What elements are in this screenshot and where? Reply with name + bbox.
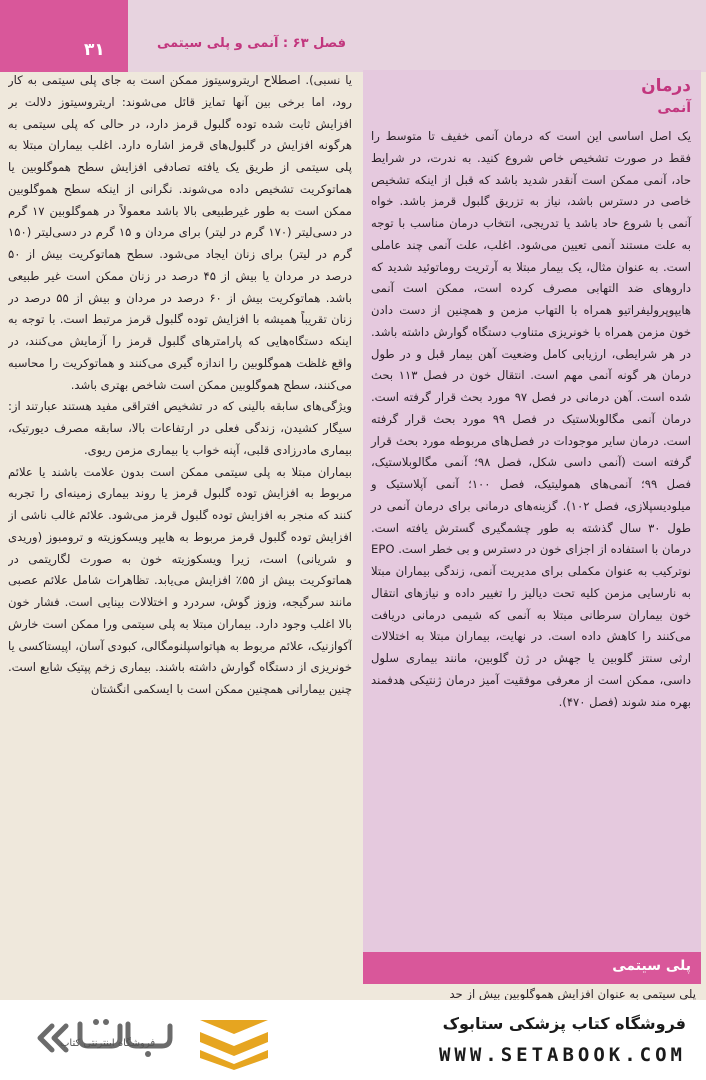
page-number-box — [0, 0, 128, 72]
polycythemia-body: پلی سیتمی به عنوان افزایش هموگلوبین بیش از حد — [449, 987, 696, 1000]
polycythemia-title: پلی سیتمی — [612, 958, 691, 974]
treatment-panel — [363, 70, 701, 952]
left-column — [8, 70, 352, 1000]
treatment-body: یک اصل اساسی این است که درمان آنمی خفیف تا متوسط را فقط در صورت تشخیص خاص شروع کنید. به ندرت، در شرایط حاد، آنمی ممکن است آنقدر شدید باشد که قبل از اینکه تشخیص خاصی در دسترس باشد، نیاز به تزریق گلبول قرمز باشد. خواه آنمی با شروع حاد باشد یا تدریجی، انتخاب درمان مناسب با توجه به علت مستند آنمی تعیین می‌شود. اغلب، علت آنمی چند عاملی است. به عنوان مثال، یک بیمار مبتلا به آرتریت روماتوئید شدید که داروهای ضد التهابی مصرف کرده است، ممکن است آنمی هایپوپرولیفراتیو همراه با التهاب مزمن و همچنین از دست دادن خون مزمن همراه با خونریزی متناوب دستگاه گوارش داشته باشد. در هر شرایطی، ارزیابی کامل وضعیت آهن بیمار قبل و در طول درمان هر گونه آنمی مهم است. انتقال خون در فصل ۱۱۳ بحث شده است. آهن درمانی در فصل ۹۷ مورد بحث قرار گرفته است. درمان آنمی مگالوبلاستیک در فصل ۹۹ مورد بحث قرار گرفته است. درمان سایر موجودات در فصل‌های مربوطه مورد بحث قرار گرفته است (آنمی داسی شکل، فصل ۹۸؛ آنمی مگالوبلاستیک، فصل ۹۹؛ آنمی‌های همولیتیک، فصل ۱۰۰؛ آنمی آپلاستیک و میلودیسپلازی، فصل ۱۰۲). گزینه‌های درمانی برای درمان آنمی در طول ۳۰ سال گذشته به طور چشمگیری گسترش یافته است. درمان با استفاده از اجزای خون در دسترس و بی خطر است. EPO نوترکیب به عنوان مکملی برای مدیریت آنمی، زندگی بیماران مبتلا به نارسایی مزمن کلیه تحت دیالیز را تغییر داده و نیازهای انتقال خون بیماران سرطانی مبتلا به آنمی که شیمی درمانی دریافت می‌کنند را کاهش داده است. در نهایت، بیماران مبتلا به اختلالات ارثی سنتز گلوبین یا جهش در ژن گلوبین، مانند بیماری سلول داسی، ممکن است از معرفی موفقیت آمیز درمان ژنتیکی هدفمند بهره مند شوند (فصل ۴۷۰). — [371, 129, 692, 709]
paragraph-1: یا نسبی). اصطلاح اریتروسیتوز ممکن است به جای پلی سیتمی به کار رود، اما برخی بین آنها تمایز قائل می‌شوند: اریتروسیتوز دلالت بر افزایش ثابت شده توده گلبول قرمز دارد، در حالی که پلی سیتمی به هرگونه افزایش در گلبول‌های قرمز اشاره دارد. اغلب بیماران مبتلا به پلی سیتمی از طریق یک یافته تصادفی افزایش سطح هموگلوبین یا هماتوکریت تشخیص داده می‌شوند. نگرانی از اینکه سطح هموگلوبین ممکن است به طور غیرطبیعی بالا باشد معمولاً در هموگلوبین ۱۷ گرم در دسی‌لیتر (۱۷۰ گرم در لیتر) برای مردان و ۱۵ گرم در دسی‌لیتر (۱۵۰ گرم در لیتر) برای زنان ایجاد می‌شود. سطح هماتوکریت بیش از ۵۰ درصد در مردان یا بیش از ۴۵ درصد در زنان ممکن است غیر طبیعی باشد. هماتوکریت بیش از ۶۰ درصد در مردان و بیش از ۵۵ درصد در زنان تقریباً همیشه با افزایش توده گلبول قرمز مرتبط است. با توجه به اینکه دستگاه‌هایی که پارامترهای گلبول قرمز را آزمایش می‌کنند، در واقع غلظت هموگلوبین را اندازه گیری می‌کنند و هماتوکریت را محاسبه می‌کنند، سطح هموگلوبین ممکن است شاخص بهتری باشد. — [8, 73, 352, 392]
page-header — [0, 0, 706, 72]
logo-subtitle: فروشگاه اینترنتی کتاب — [60, 1038, 156, 1049]
subsection-title: آنمی — [657, 100, 691, 116]
page-number: ۳۱ — [84, 40, 105, 60]
paragraph-2: ویژگی‌های سابقه بالینی که در تشخیص افتراقی مفید هستند عبارتند از: سیگار کشیدن، زندگی فعلی در ارتفاعات بالا، سابقه مصرف دیورتیک، بیماری مادرزادی قلبی، آپنه خواب یا بیماری مزمن ریوی. — [8, 399, 352, 457]
polycythemia-heading-bar — [363, 952, 701, 984]
paragraph-3: بیماران مبتلا به پلی سیتمی ممکن است بدون علامت باشند یا علائم مربوط به افزایش توده گلبول قرمز یا روند بیماری زمینه‌ای را تجربه کنند که منجر به افزایش توده گلبول قرمز می‌شود. علائم غالب ناشی از افزایش توده گلبول قرمز مربوط به هایپر ویسکوزیته و ترومبوز (وریدی و شریانی) است، زیرا ویسکوزیته خون به صورت لگاریتمی در هماتوکریت بیش از ۵۵٪ افزایش می‌یابد. تظاهرات شامل علائم عصبی مانند سرگیجه، وزوز گوش، سردرد و اختلالات بینایی است. فشار خون بالا اغلب وجود دارد. بیماران مبتلا به پلی سیتمی ورا ممکن است خارش آکوازنیک، علائم مربوط به هپاتواسپلنومگالی، کبودی آسان، اپیستاکسی یا خونریزی از دستگاه گوارش داشته باشند. بیماری زخم پپتیک شایع است. چنین بیمارانی همچنین ممکن است با ایسکمی انگشتان — [8, 464, 352, 696]
section-title: درمان — [641, 76, 691, 96]
store-name: فروشگاه کتاب پزشکی ستابوک — [442, 1014, 686, 1033]
chapter-title: فصل ۶۳ : آنمی و پلی سیتمی — [156, 36, 346, 51]
store-url[interactable]: WWW.SETABOOK.COM — [438, 1044, 686, 1066]
store-footer — [0, 1000, 706, 1080]
